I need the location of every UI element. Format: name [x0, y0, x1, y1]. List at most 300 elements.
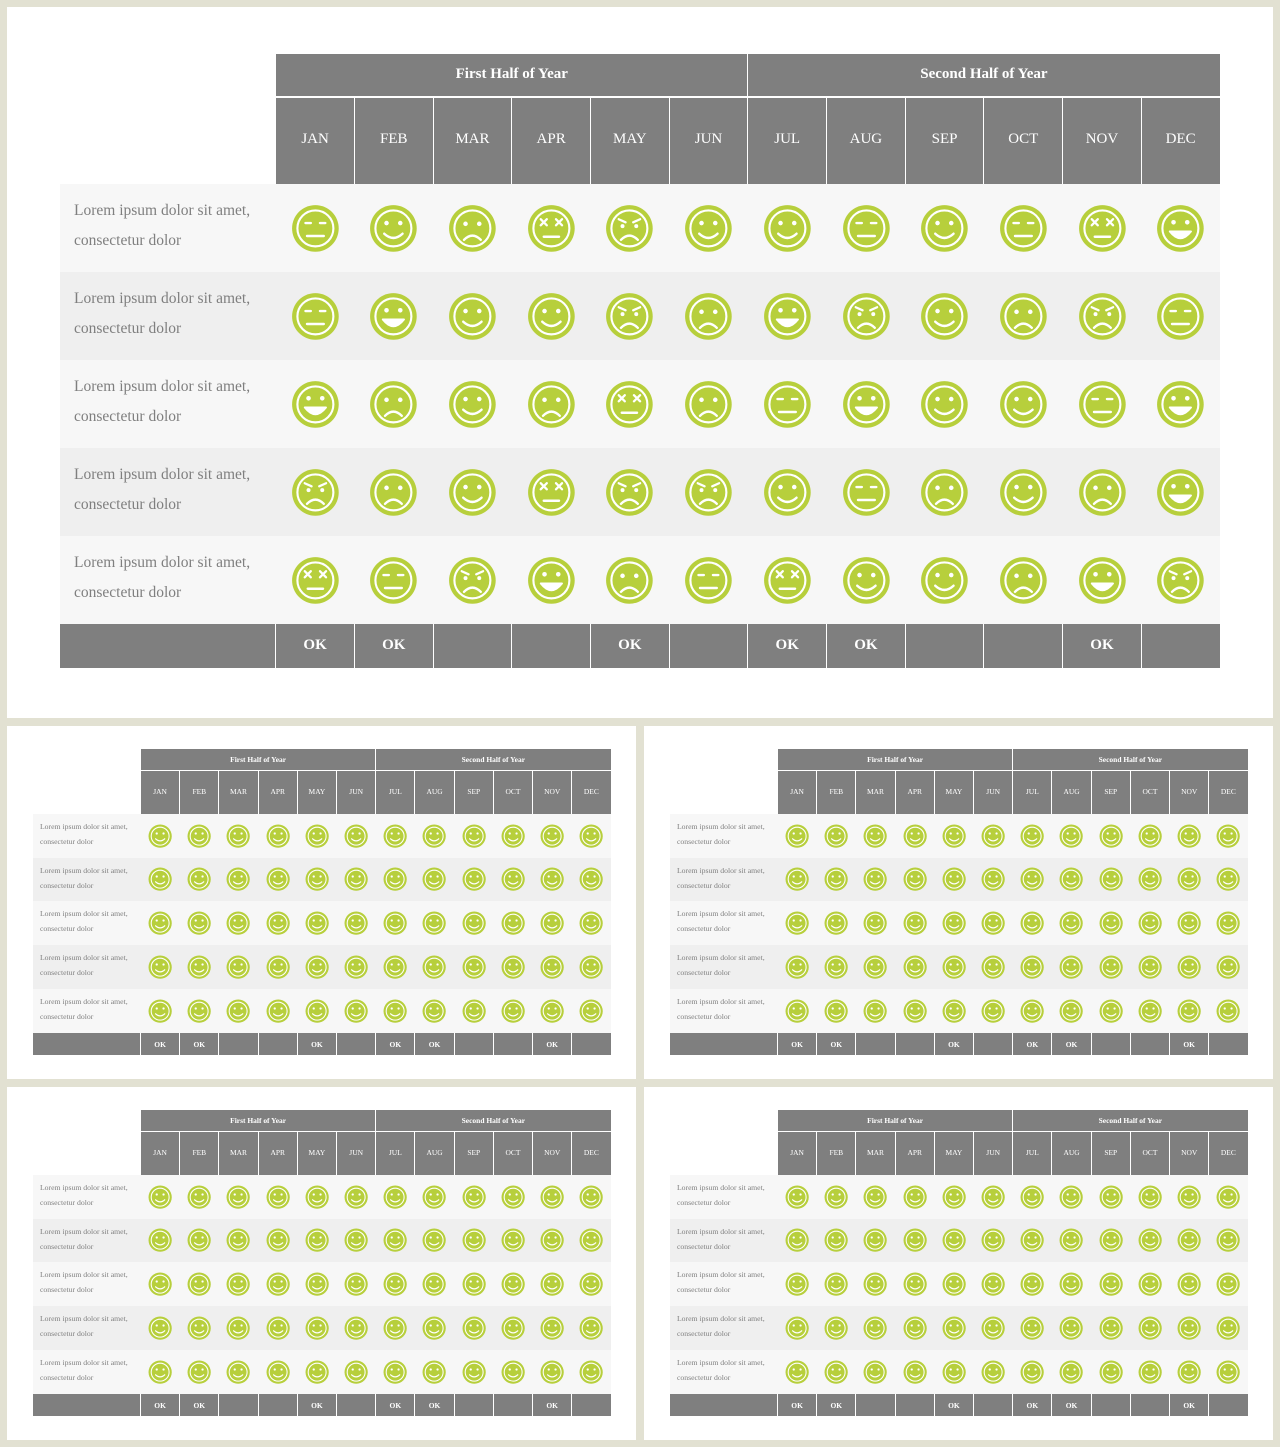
footer-divider	[414, 1394, 415, 1416]
mood-face-smile-icon	[1020, 1185, 1044, 1209]
month-divider	[1208, 1131, 1209, 1175]
mood-face-smile-icon	[579, 1272, 603, 1296]
mood-face-smile-icon	[1138, 1316, 1162, 1340]
footer-status-dec	[572, 1394, 611, 1416]
footer-divider	[179, 1033, 180, 1055]
footer-divider	[747, 624, 748, 668]
mood-face-smile-icon	[148, 955, 172, 979]
mood-face-smile-icon	[462, 1316, 486, 1340]
month-divider	[354, 96, 355, 184]
mood-face-smile-icon	[501, 999, 525, 1023]
mood-face-smile-icon	[1138, 1360, 1162, 1384]
slide-main	[7, 7, 1273, 718]
footer-status-may: OK	[311, 1039, 323, 1049]
month-header-oct: OCT	[505, 1148, 521, 1158]
month-header-jan: JAN	[790, 1148, 804, 1158]
mood-face-smile-icon	[187, 1272, 211, 1296]
mood-face-smile-icon	[1216, 1360, 1240, 1384]
mood-table	[670, 1110, 1248, 1416]
table-row	[670, 901, 1248, 945]
month-header-feb: FEB	[192, 1148, 207, 1158]
mood-face-smile-icon	[981, 1228, 1005, 1252]
mood-face-neutral-icon	[369, 556, 418, 605]
mood-face-smile-icon	[579, 999, 603, 1023]
month-divider	[669, 96, 670, 184]
mood-face-smile-icon	[763, 468, 812, 517]
mood-face-angry-icon	[605, 292, 654, 341]
mood-face-smile-icon	[785, 1360, 809, 1384]
mood-face-smile-icon	[422, 1360, 446, 1384]
month-header-nov: NOV	[1181, 1148, 1198, 1158]
mood-face-smile-icon	[266, 1272, 290, 1296]
table-row	[670, 1262, 1248, 1306]
table-row	[33, 1175, 611, 1219]
mood-face-smile-icon	[148, 1185, 172, 1209]
mood-face-smile-icon	[1059, 911, 1083, 935]
footer-status-jan: OK	[791, 1400, 803, 1410]
mood-face-smile-icon	[1138, 824, 1162, 848]
footer-status-sep	[905, 624, 984, 668]
footer-divider	[1051, 1394, 1052, 1416]
month-divider	[1091, 1131, 1092, 1175]
mood-face-smile-icon	[148, 1316, 172, 1340]
footer-divider	[816, 1033, 817, 1055]
footer-status-apr	[258, 1394, 297, 1416]
mood-face-smile-icon	[903, 1272, 927, 1296]
half-divider	[375, 1110, 376, 1131]
footer-divider	[454, 1033, 455, 1055]
month-header-nov: NOV	[544, 787, 561, 797]
mood-face-smile-icon	[1177, 1228, 1201, 1252]
mood-face-smile-icon	[684, 204, 733, 253]
mood-face-smile-icon	[344, 867, 368, 891]
mood-face-smile-icon	[1099, 911, 1123, 935]
mood-face-smile-icon	[903, 867, 927, 891]
mood-face-smile-icon	[422, 1185, 446, 1209]
footer-divider	[297, 1033, 298, 1055]
mood-face-smile-icon	[266, 1316, 290, 1340]
footer-status-apr	[258, 1033, 297, 1055]
mood-face-smile-icon	[422, 999, 446, 1023]
month-header-jun: JUN	[694, 131, 723, 148]
second-half-header: Second Half of Year	[461, 1115, 526, 1125]
row-label: Lorem ipsum dolor sit amet, consectetur dolor	[39, 1226, 128, 1251]
mood-face-smile-icon	[1216, 1316, 1240, 1340]
mood-face-smile-icon	[942, 1185, 966, 1209]
first-half-header: First Half of Year	[867, 1115, 924, 1125]
footer-divider	[983, 624, 984, 668]
footer-status-may: OK	[618, 637, 642, 654]
mood-face-smile-icon	[981, 955, 1005, 979]
month-header-oct: OCT	[1142, 787, 1158, 797]
mood-face-smile-icon	[462, 1185, 486, 1209]
mood-face-smile-icon	[785, 867, 809, 891]
footer-status-apr	[895, 1033, 934, 1055]
table-row	[670, 1306, 1248, 1350]
first-half-header: First Half of Year	[455, 66, 568, 83]
month-header-jun: JUN	[349, 787, 363, 797]
mood-face-sad-icon	[369, 380, 418, 429]
month-header-jul: JUL	[388, 787, 402, 797]
mood-face-dead-icon	[527, 468, 576, 517]
mood-face-smile-icon	[1216, 1228, 1240, 1252]
mood-face-smile-icon	[501, 1272, 525, 1296]
slide-thumb-4	[644, 1087, 1273, 1440]
mood-face-smile-icon	[824, 1228, 848, 1252]
month-header-may: MAY	[308, 1148, 326, 1158]
mood-face-smile-icon	[1099, 955, 1123, 979]
mood-face-smile-icon	[1138, 1185, 1162, 1209]
footer-divider	[590, 624, 591, 668]
mood-face-smile-icon	[1138, 1228, 1162, 1252]
mood-face-smile-icon	[187, 1360, 211, 1384]
footer-status-feb: OK	[830, 1039, 843, 1049]
table-row	[33, 858, 611, 902]
mood-face-smile-icon	[903, 955, 927, 979]
mood-face-smile-icon	[226, 824, 250, 848]
month-header-may: MAY	[945, 787, 963, 797]
footer-status-sep	[454, 1394, 493, 1416]
mood-face-smile-icon	[1020, 1272, 1044, 1296]
month-header-oct: OCT	[1008, 131, 1039, 148]
footer-divider	[433, 624, 434, 668]
footer-status-dec	[1209, 1033, 1248, 1055]
footer-divider	[1062, 624, 1063, 668]
mood-face-smile-icon	[824, 1360, 848, 1384]
mood-face-smile-icon	[942, 911, 966, 935]
month-header-dec: DEC	[583, 787, 599, 797]
month-header-mar: MAR	[866, 787, 885, 797]
month-divider	[532, 1131, 533, 1175]
month-divider	[973, 770, 974, 814]
month-header-sep: SEP	[467, 787, 481, 797]
footer-status-jul: OK	[1026, 1039, 1039, 1049]
footer-divider	[336, 1394, 337, 1416]
footer-status-jun	[337, 1394, 376, 1416]
month-divider	[297, 770, 298, 814]
mood-face-smile-icon	[266, 955, 290, 979]
mood-face-neutral-icon	[999, 204, 1048, 253]
mood-face-smile-icon	[942, 824, 966, 848]
mood-face-smile-icon	[1020, 1228, 1044, 1252]
mood-face-smile-icon	[305, 999, 329, 1023]
mood-face-smile-icon	[981, 999, 1005, 1023]
month-divider	[1051, 770, 1052, 814]
mood-face-sad-icon	[999, 292, 1048, 341]
mood-face-angry-icon	[605, 468, 654, 517]
month-header-jul: JUL	[774, 131, 801, 148]
month-header-nov: NOV	[1181, 787, 1198, 797]
month-divider	[571, 770, 572, 814]
mood-face-smile-icon	[1177, 1316, 1201, 1340]
half-divider	[1012, 749, 1013, 770]
mood-face-angry-icon	[605, 204, 654, 253]
mood-face-smile-icon	[824, 1272, 848, 1296]
mood-face-smile-icon	[942, 1272, 966, 1296]
mood-face-grin-icon	[1078, 556, 1127, 605]
footer-status-nov: OK	[1183, 1039, 1195, 1049]
mood-face-smile-icon	[187, 1316, 211, 1340]
second-half-header: Second Half of Year	[1098, 754, 1163, 764]
month-divider	[855, 770, 856, 814]
month-divider	[493, 770, 494, 814]
footer-status-mar	[219, 1394, 258, 1416]
footer-status-mar	[433, 624, 512, 668]
month-header-feb: FEB	[829, 1148, 844, 1158]
mood-face-smile-icon	[903, 1185, 927, 1209]
footer-status-nov: OK	[546, 1400, 558, 1410]
footer-divider	[511, 624, 512, 668]
footer-status-nov: OK	[1090, 637, 1114, 654]
mood-face-smile-icon	[1020, 999, 1044, 1023]
footer-status-jan: OK	[154, 1039, 166, 1049]
mood-face-smile-icon	[501, 911, 525, 935]
month-divider	[895, 770, 896, 814]
mood-face-smile-icon	[462, 955, 486, 979]
mood-face-smile-icon	[266, 1185, 290, 1209]
footer-divider	[1208, 1033, 1209, 1055]
mood-face-smile-icon	[383, 1272, 407, 1296]
mood-face-smile-icon	[422, 1272, 446, 1296]
row-label: Lorem ipsum dolor sit amet, consectetur dolor	[39, 1182, 128, 1207]
mood-face-smile-icon	[422, 1316, 446, 1340]
footer-divider	[1169, 1033, 1170, 1055]
half-divider	[375, 749, 376, 770]
mood-face-smile-icon	[148, 1360, 172, 1384]
mood-face-smile-icon	[383, 1360, 407, 1384]
footer-status-feb: OK	[193, 1039, 206, 1049]
mood-face-smile-icon	[187, 911, 211, 935]
month-divider	[747, 96, 748, 184]
month-divider	[375, 1131, 376, 1175]
month-header-aug: AUG	[1063, 787, 1080, 797]
mood-face-neutral-icon	[1156, 292, 1205, 341]
mood-face-smile-icon	[1177, 955, 1201, 979]
mood-face-smile-icon	[903, 911, 927, 935]
mood-face-smile-icon	[344, 911, 368, 935]
mood-face-smile-icon	[148, 867, 172, 891]
footer-status-apr	[512, 624, 591, 668]
mood-face-smile-icon	[305, 911, 329, 935]
mood-face-smile-icon	[1177, 824, 1201, 848]
mood-face-smile-icon	[1059, 999, 1083, 1023]
table-row	[670, 1350, 1248, 1394]
mood-face-smile-icon	[1020, 955, 1044, 979]
mood-face-grin-icon	[369, 292, 418, 341]
mood-face-smile-icon	[1020, 824, 1044, 848]
month-divider	[905, 96, 906, 184]
row-label: Lorem ipsum dolor sit amet, consectetur dolor	[74, 553, 251, 601]
mood-face-smile-icon	[187, 999, 211, 1023]
table-row	[670, 1219, 1248, 1263]
footer-status-apr	[895, 1394, 934, 1416]
mood-face-smile-icon	[344, 999, 368, 1023]
mood-face-grin-icon	[1156, 204, 1205, 253]
row-label: Lorem ipsum dolor sit amet, consectetur dolor	[676, 997, 765, 1022]
table-row	[60, 536, 1220, 624]
month-header-dec: DEC	[1220, 787, 1236, 797]
mood-face-smile-icon	[344, 1360, 368, 1384]
footer-status-oct	[984, 624, 1063, 668]
mood-face-smile-icon	[999, 380, 1048, 429]
mood-face-neutral-icon	[291, 204, 340, 253]
mood-face-smile-icon	[344, 955, 368, 979]
footer-divider	[1091, 1033, 1092, 1055]
table-header	[141, 749, 611, 814]
mood-face-smile-icon	[462, 867, 486, 891]
mood-face-angry-icon	[1078, 292, 1127, 341]
mood-face-smile-icon	[863, 867, 887, 891]
month-divider	[571, 1131, 572, 1175]
footer-divider	[895, 1033, 896, 1055]
month-header-sep: SEP	[931, 131, 958, 148]
footer-status-jan: OK	[791, 1039, 803, 1049]
month-divider	[1169, 770, 1170, 814]
mood-face-smile-icon	[942, 1360, 966, 1384]
footer-divider	[375, 1394, 376, 1416]
month-header-apr: APR	[536, 131, 566, 148]
month-divider	[433, 96, 434, 184]
mood-face-smile-icon	[579, 1316, 603, 1340]
footer-divider	[297, 1394, 298, 1416]
footer-status-oct	[493, 1033, 532, 1055]
mood-face-grin-icon	[1156, 468, 1205, 517]
mood-face-grin-icon	[527, 556, 576, 605]
footer-divider	[532, 1394, 533, 1416]
footer-divider	[375, 1033, 376, 1055]
month-divider	[816, 1131, 817, 1175]
month-header-feb: FEB	[192, 787, 207, 797]
mood-face-smile-icon	[1059, 955, 1083, 979]
mood-face-smile-icon	[999, 468, 1048, 517]
mood-face-dead-icon	[605, 380, 654, 429]
table-row	[670, 814, 1248, 858]
footer-divider	[905, 624, 906, 668]
month-header-apr: APR	[907, 1148, 922, 1158]
mood-face-smile-icon	[448, 380, 497, 429]
mood-face-smile-icon	[785, 1272, 809, 1296]
mood-face-smile-icon	[462, 1360, 486, 1384]
mood-face-grin-icon	[842, 380, 891, 429]
footer-divider	[493, 1394, 494, 1416]
mood-face-smile-icon	[842, 556, 891, 605]
footer-status-dec	[1141, 624, 1220, 668]
mood-face-smile-icon	[305, 955, 329, 979]
mood-face-smile-icon	[501, 1228, 525, 1252]
footer-status-aug: OK	[1065, 1400, 1078, 1410]
mood-face-smile-icon	[383, 1316, 407, 1340]
mood-face-smile-icon	[344, 1272, 368, 1296]
mood-face-smile-icon	[226, 1360, 250, 1384]
second-half-header: Second Half of Year	[920, 66, 1048, 83]
mood-face-smile-icon	[527, 292, 576, 341]
footer-divider	[895, 1394, 896, 1416]
mood-face-dead-icon	[527, 204, 576, 253]
mood-face-smile-icon	[579, 955, 603, 979]
table-row	[670, 858, 1248, 902]
slide-thumb-1	[7, 726, 636, 1079]
footer-divider	[1208, 1394, 1209, 1416]
footer-status-may: OK	[948, 1039, 960, 1049]
mood-face-smile-icon	[981, 1272, 1005, 1296]
footer-divider	[1130, 1394, 1131, 1416]
mood-face-smile-icon	[148, 999, 172, 1023]
footer-divider	[934, 1394, 935, 1416]
mood-face-smile-icon	[383, 867, 407, 891]
mood-face-smile-icon	[226, 955, 250, 979]
month-divider	[511, 96, 512, 184]
month-divider	[179, 770, 180, 814]
mood-face-smile-icon	[305, 1228, 329, 1252]
mood-face-smile-icon	[422, 955, 446, 979]
footer-divider	[1091, 1394, 1092, 1416]
month-divider	[855, 1131, 856, 1175]
mood-face-smile-icon	[579, 824, 603, 848]
footer-status-feb: OK	[830, 1400, 843, 1410]
month-divider	[1169, 1131, 1170, 1175]
row-label: Lorem ipsum dolor sit amet, consectetur dolor	[39, 1358, 128, 1383]
footer-status-aug: OK	[854, 637, 878, 654]
mood-face-smile-icon	[187, 824, 211, 848]
footer-status-oct	[493, 1394, 532, 1416]
footer-divider	[973, 1033, 974, 1055]
mood-face-smile-icon	[1177, 867, 1201, 891]
month-divider	[258, 770, 259, 814]
footer-status-jan: OK	[154, 1400, 166, 1410]
mood-face-smile-icon	[187, 955, 211, 979]
mood-face-smile-icon	[981, 911, 1005, 935]
mood-face-smile-icon	[1059, 1185, 1083, 1209]
mood-face-smile-icon	[1059, 1316, 1083, 1340]
footer-status-oct	[1130, 1394, 1169, 1416]
month-header-aug: AUG	[1063, 1148, 1080, 1158]
mood-face-smile-icon	[1099, 867, 1123, 891]
month-header-jan: JAN	[790, 787, 804, 797]
mood-face-smile-icon	[344, 1185, 368, 1209]
month-header-dec: DEC	[1165, 131, 1196, 148]
footer-divider	[816, 1394, 817, 1416]
mood-face-smile-icon	[383, 911, 407, 935]
mood-face-smile-icon	[344, 1228, 368, 1252]
mood-face-smile-icon	[1099, 1360, 1123, 1384]
mood-face-sad-icon	[684, 380, 733, 429]
footer-divider	[354, 624, 355, 668]
row-label: Lorem ipsum dolor sit amet, consectetur dolor	[676, 821, 765, 846]
mood-face-smile-icon	[187, 1228, 211, 1252]
mood-face-smile-icon	[305, 867, 329, 891]
mood-face-smile-icon	[462, 1228, 486, 1252]
mood-face-smile-icon	[579, 1228, 603, 1252]
mood-face-sad-icon	[605, 556, 654, 605]
footer-divider	[532, 1033, 533, 1055]
mood-face-smile-icon	[824, 1185, 848, 1209]
first-half-header: First Half of Year	[867, 754, 924, 764]
mood-face-smile-icon	[1138, 1272, 1162, 1296]
month-divider	[1141, 96, 1142, 184]
mood-face-smile-icon	[187, 1185, 211, 1209]
mood-face-smile-icon	[383, 955, 407, 979]
mood-face-smile-icon	[903, 1316, 927, 1340]
mood-face-smile-icon	[501, 1360, 525, 1384]
mood-face-smile-icon	[785, 911, 809, 935]
mood-face-smile-icon	[1020, 1360, 1044, 1384]
mood-face-smile-icon	[383, 824, 407, 848]
footer-divider	[218, 1394, 219, 1416]
mood-face-grin-icon	[1156, 380, 1205, 429]
month-divider	[973, 1131, 974, 1175]
footer-status-aug: OK	[428, 1039, 441, 1049]
first-half-header: First Half of Year	[230, 1115, 287, 1125]
